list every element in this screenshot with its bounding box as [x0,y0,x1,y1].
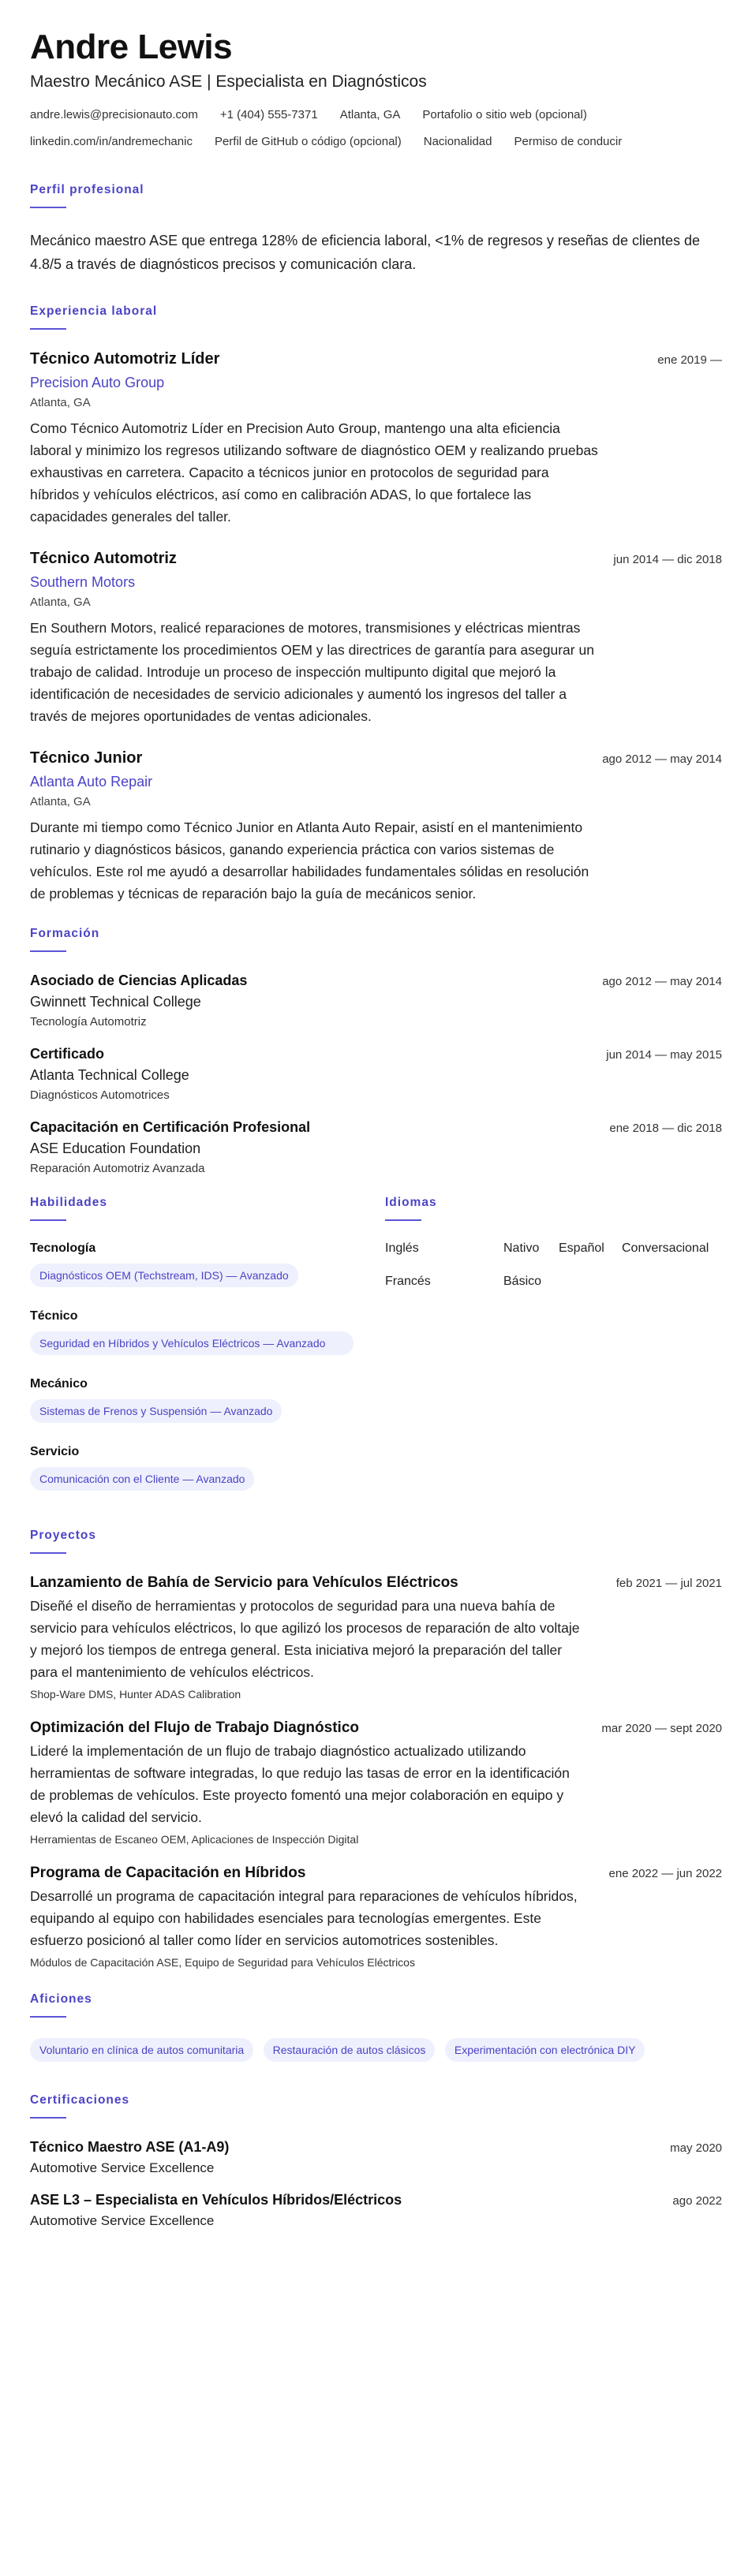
section-divider [30,328,66,330]
job-date: jun 2014 — dic 2018 [613,553,722,567]
project-entry [30,1865,722,1969]
project-description: Lideré la implementación de un flujo de trabajo diagnóstico actualizado utilizando herramientas de software integradas, lo que redujo las tasas de error en la identificación de problemas de vehículos. Este proyecto fomentó una mejor colaboración en equipo y elevó la calidad del servicio. [30,1743,570,1826]
education-degree: Capacitación en Certificación Profesional [30,1119,311,1136]
contact-phone[interactable]: +1 (404) 555-7371 [219,108,318,122]
job-date: ago 2012 — may 2014 [602,752,722,767]
skill-group [30,1445,385,1494]
skill-category: Tecnología [30,1241,96,1256]
project-tools: Shop-Ware DMS, Hunter ADAS Calibration [30,1688,241,1701]
skill-chip: Seguridad en Híbridos y Vehículos Eléctricos — Avanzado [30,1331,354,1355]
job-entry [30,749,722,905]
hobby-chip: Voluntario en clínica de autos comunitaria [30,2038,253,2062]
project-title: Programa de Capacitación en Híbridos [30,1865,306,1882]
project-entry [30,1719,722,1846]
certification-date: may 2020 [670,2141,722,2156]
skill-chip: Diagnósticos OEM (Techstream, IDS) — Avanzado [30,1264,298,1287]
education-entry [30,1119,722,1175]
section-title: Certificaciones [30,2093,130,2107]
candidate-name: Andre Lewis [30,28,233,66]
contact-nationality: Nacionalidad [423,135,492,149]
job-title: Técnico Automotriz Líder [30,350,220,368]
hobbies-section [30,1992,722,2065]
contact-github[interactable]: Perfil de GitHub o código (opcional) [214,135,402,149]
education-school: ASE Education Foundation [30,1141,201,1157]
candidate-headline: Maestro Mecánico ASE | Especialista en Diagnósticos [30,73,427,91]
contact-linkedin[interactable]: linkedin.com/in/andremechanic [30,135,193,149]
education-date: jun 2014 — may 2015 [606,1048,722,1062]
project-title: Lanzamiento de Bahía de Servicio para Vehículos Eléctricos [30,1574,458,1592]
education-field: Tecnología Automotriz [30,1015,147,1029]
contact-list [30,107,722,161]
skill-category: Técnico [30,1309,78,1323]
project-date: mar 2020 — sept 2020 [601,1722,722,1736]
language-row [385,1275,722,1289]
job-date: ene 2019 — [657,353,722,368]
summary-section [30,183,722,276]
language-level: Nativo [503,1241,540,1256]
education-date: ene 2018 — dic 2018 [609,1122,722,1136]
job-entry [30,550,722,727]
skill-category: Mecánico [30,1377,88,1391]
education-degree: Certificado [30,1046,105,1062]
skill-group [30,1241,385,1290]
section-title: Formación [30,927,100,941]
project-tools: Módulos de Capacitación ASE, Equipo de Seguridad para Vehículos Eléctricos [30,1956,415,1969]
education-degree: Asociado de Ciencias Aplicadas [30,973,248,989]
education-date: ago 2012 — may 2014 [602,975,722,989]
certification-entry [30,2192,722,2229]
section-title: Experiencia laboral [30,304,158,319]
certification-title: ASE L3 – Especialista en Vehículos Híbridos/Eléctricos [30,2192,402,2208]
experience-section [30,304,722,905]
certification-date: ago 2022 [672,2194,722,2208]
education-section [30,927,722,1175]
job-title: Técnico Junior [30,749,143,767]
certifications-section [30,2093,722,2229]
language-row [385,1241,722,1256]
contact-portfolio[interactable]: Portafolio o sitio web (opcional) [422,108,587,122]
contact-license: Permiso de conducir [514,135,623,149]
job-company: Precision Auto Group [30,375,165,391]
section-divider [30,2016,66,2018]
project-title: Optimización del Flujo de Trabajo Diagnóstico [30,1719,359,1737]
project-date: ene 2022 — jun 2022 [608,1867,722,1881]
projects-section [30,1529,722,1969]
certification-title: Técnico Maestro ASE (A1-A9) [30,2139,230,2156]
skill-chip: Sistemas de Frenos y Suspensión — Avanzado [30,1399,282,1423]
hobby-chip: Experimentación con electrónica DIY [445,2038,645,2062]
language-level: Conversacional [622,1241,709,1256]
certification-entry [30,2139,722,2176]
skill-chip: Comunicación con el Cliente — Avanzado [30,1467,254,1491]
skills-section [30,1196,385,1513]
skill-category: Servicio [30,1445,80,1459]
contact-location: Atlanta, GA [339,108,401,122]
hobby-list [30,2038,722,2065]
education-field: Diagnósticos Automotrices [30,1088,170,1103]
job-entry [30,350,722,528]
language-level: Básico [503,1275,542,1289]
job-title: Técnico Automotriz [30,550,177,568]
project-description: Diseñé el diseño de herramientas y protocolos de seguridad para una nueva bahía de servicio para vehículos eléctricos, lo que agilizó los procesos de reparación de alto voltaje y mejoró los tiempos de entrega general. Esta iniciativa mejoró la preparación del taller para el mantenimiento de vehículos eléctricos. [30,1598,580,1681]
education-school: Atlanta Technical College [30,1067,189,1084]
job-location: Atlanta, GA [30,595,91,610]
section-divider [30,2117,66,2119]
skill-group [30,1377,385,1426]
summary-text: Mecánico maestro ASE que entrega 128% de eficiencia laboral, <1% de regresos y reseñas de clientes de 4.8/5 a través de diagnósticos precisos y comunicación clara. [30,233,701,273]
section-title: Idiomas [385,1196,437,1210]
job-company: Atlanta Auto Repair [30,774,153,790]
education-school: Gwinnett Technical College [30,994,201,1010]
skills-languages-row [30,1196,722,1513]
contact-email[interactable]: andre.lewis@precisionauto.com [30,108,198,122]
skill-group [30,1309,385,1358]
certification-issuer: Automotive Service Excellence [30,2160,215,2176]
job-company: Southern Motors [30,574,136,591]
section-divider [385,1219,421,1221]
education-entry [30,973,722,1029]
section-divider [30,950,66,952]
project-entry [30,1574,722,1701]
project-tools: Herramientas de Escaneo OEM, Aplicaciones de Inspección Digital [30,1833,359,1846]
language-name: Inglés [385,1241,419,1256]
job-description: Como Técnico Automotriz Líder en Precision Auto Group, mantengo una alta eficiencia laboral y minimizo los regresos utilizando software de diagnóstico OEM y realizando pruebas exhaustivas en carretera. Capacito a técnicos junior en protocolos de seguridad para híbridos y vehículos eléctricos, así como en calibración ADAS, lo que fortalece las capacidades generales del taller. [30,420,598,525]
job-location: Atlanta, GA [30,795,91,809]
section-divider [30,1219,66,1221]
language-name: Francés [385,1275,431,1289]
certification-issuer: Automotive Service Excellence [30,2213,215,2229]
project-date: feb 2021 — jul 2021 [615,1577,722,1591]
resume-header [30,28,722,161]
section-title: Habilidades [30,1196,107,1210]
education-entry [30,1046,722,1102]
job-location: Atlanta, GA [30,396,91,410]
section-title: Aficiones [30,1992,92,2007]
language-name: Español [559,1241,604,1256]
project-description: Desarrollé un programa de capacitación integral para reparaciones de vehículos híbridos, equipando al equipo con habilidades esenciales para tecnologías emergentes. Este esfuerzo posicionó al taller como líder en servicios automotrices sostenibles. [30,1888,578,1949]
section-divider [30,207,66,208]
hobby-chip: Restauración de autos clásicos [264,2038,436,2062]
section-title: Proyectos [30,1529,96,1543]
job-description: Durante mi tiempo como Técnico Junior en Atlanta Auto Repair, asistí en el mantenimiento rutinario y diagnósticos básicos, ganando experiencia práctica con varios sistemas de vehículos. Este rol me ayudó a desarrollar habilidades fundamentales sólidas en resolución de problemas y técnicas de reparación bajo la guía de mecánicos senior. [30,819,589,902]
section-divider [30,1552,66,1554]
section-title: Perfil profesional [30,183,144,197]
languages-section [385,1196,722,1513]
job-description: En Southern Motors, realicé reparaciones de motores, transmisiones y eléctricas mientras seguía estrictamente los procedimientos OEM y las directrices de garantía para asegurar un trabajo de calidad. Introduje un proceso de inspección multipunto digital que mejoró la identificación de necesidades de servicio adicionales y aumentó los ingresos del taller a través de mejores oportunidades de ventas adicionales. [30,620,594,725]
education-field: Reparación Automotriz Avanzada [30,1162,205,1176]
